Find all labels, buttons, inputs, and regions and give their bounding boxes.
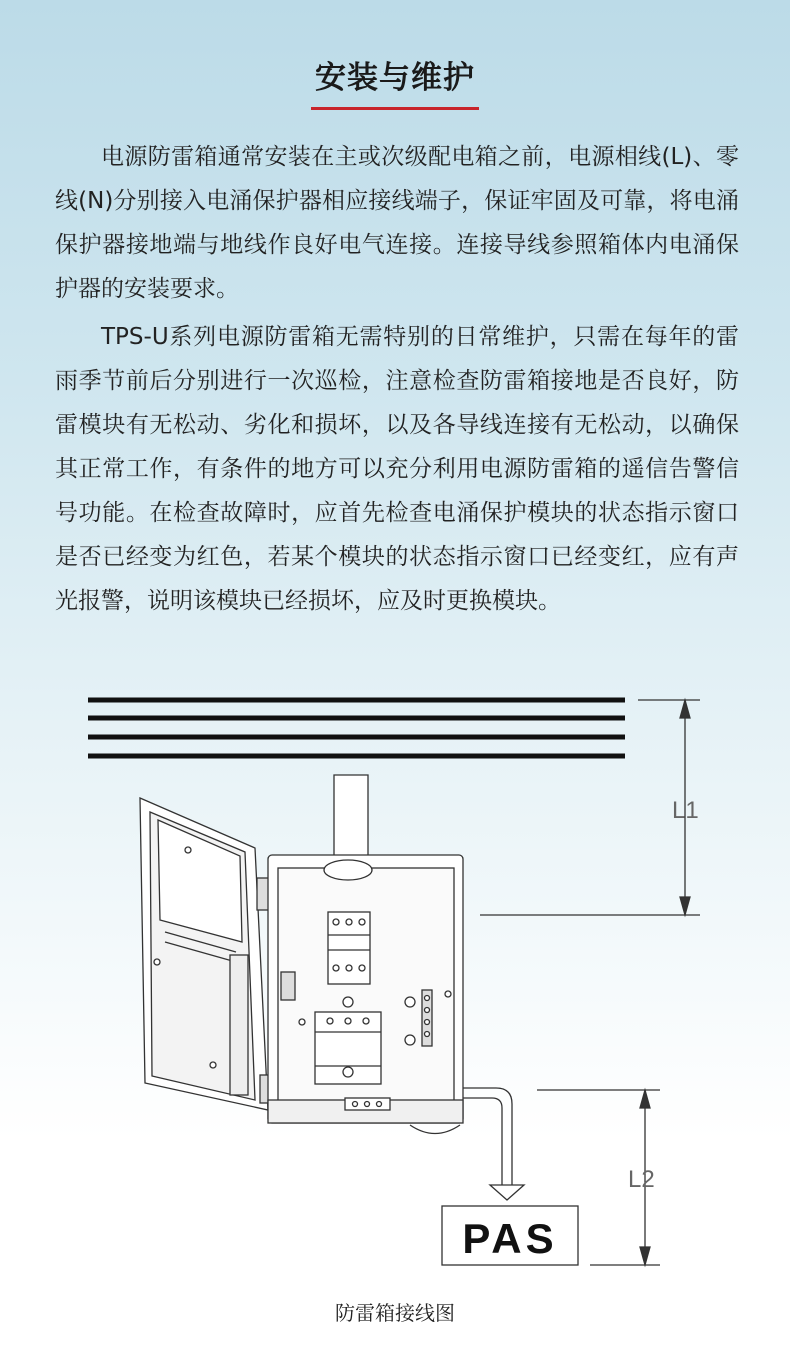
diagram-caption: 防雷箱接线图 [335,1301,455,1325]
l1-label: L1 [672,797,699,824]
cabinet-door [140,798,270,1110]
wiring-diagram [0,680,790,1290]
ground-box-label: PAS [462,1215,558,1262]
section-title-text: 安装与维护 [311,52,479,110]
l2-label: L2 [628,1166,655,1193]
section-title [0,52,790,110]
paragraph-maintenance: TPS-U系列电源防雷箱无需特别的日常维护，只需在每年的雷雨季节前后分别进行一次巡检，注意检查防雷箱接地是否良好，防雷模块有无松动、劣化和损坏，以及各导线连接有无松动，以确保其正常工作，有条件的地方可以充分利用电源防雷箱的遥信告警信号功能。在检查故障时，应首先检查电涌保护模块的状态指示窗口是否已经变为红色，若某个模块的状态指示窗口已经变红，应有声光报警，说明该模块已经损坏，应及时更换模块。 [55,324,739,614]
ground-box [442,1206,578,1265]
ground-cable [463,1088,524,1200]
l1-dimension [480,700,700,915]
paragraph-installation: 电源防雷箱通常安装在主或次级配电箱之前，电源相线(L)、零线(N)分别接入电涌保护器相应接线端子，保证牢固及可靠，将电涌保护器接地端与地线作良好电气连接。连接导线参照箱体内电涌保护器的安装要求。 [55,144,739,302]
cabinet-body [268,855,463,1134]
power-lines [88,700,625,756]
